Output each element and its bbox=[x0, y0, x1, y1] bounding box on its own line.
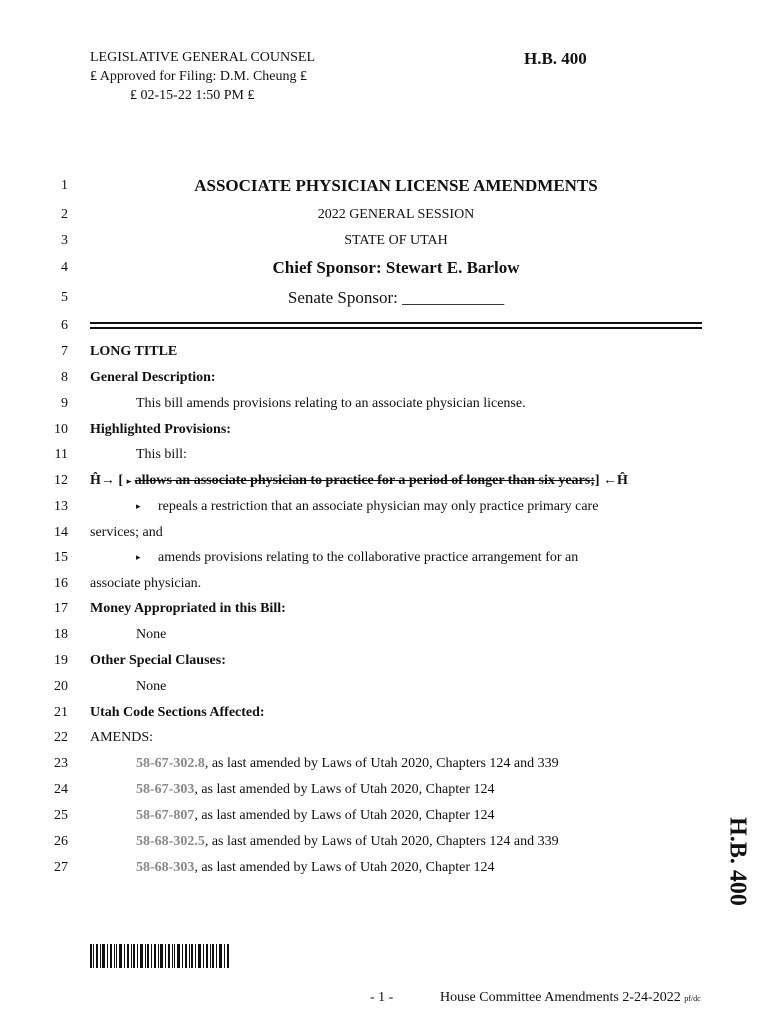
code-section-history: , as last amended by Laws of Utah 2020, Chapters 124 and 339 bbox=[204, 756, 559, 771]
line-number: 1 bbox=[61, 178, 68, 193]
approved-for-filing: ₤ Approved for Filing: D.M. Cheung ₤ bbox=[90, 69, 307, 84]
double-rule-top bbox=[90, 322, 702, 324]
highlighted-provisions-heading: Highlighted Provisions: bbox=[90, 422, 231, 437]
description-text: This bill amends provisions relating to an associate physician license. bbox=[136, 396, 526, 411]
filing-datetime: ₤ 02-15-22 1:50 PM ₤ bbox=[130, 88, 255, 103]
general-description-heading: General Description: bbox=[90, 370, 216, 385]
line-number: 15 bbox=[54, 550, 68, 565]
bullet-icon: ▸ bbox=[136, 552, 141, 563]
line-number: 24 bbox=[54, 782, 68, 797]
double-rule-bottom bbox=[90, 327, 702, 329]
chief-sponsor: Chief Sponsor: Stewart E. Barlow bbox=[272, 258, 520, 277]
side-bill-number: H.B. 400 bbox=[724, 817, 751, 906]
line-number: 26 bbox=[54, 834, 68, 849]
code-section-entry bbox=[90, 782, 702, 798]
amendment-close-marker: ] ←Ĥ bbox=[594, 473, 628, 488]
code-section-history: , as last amended by Laws of Utah 2020, Chapter 124 bbox=[194, 782, 495, 797]
provision-item bbox=[90, 550, 702, 566]
long-title-heading: LONG TITLE bbox=[90, 344, 178, 359]
code-section-link[interactable]: 58-67-302.8 bbox=[136, 756, 205, 771]
code-section-history: , as last amended by Laws of Utah 2020, Chapter 124 bbox=[194, 860, 495, 875]
bullet-icon: ▸ bbox=[136, 501, 141, 512]
amends-label: AMENDS: bbox=[90, 730, 154, 745]
line-number: 17 bbox=[54, 601, 68, 616]
line-number: 8 bbox=[61, 370, 68, 385]
line-number: 22 bbox=[54, 730, 68, 745]
line-number: 12 bbox=[54, 473, 68, 488]
code-section-history: , as last amended by Laws of Utah 2020, Chapters 124 and 339 bbox=[204, 834, 559, 849]
line-number: 14 bbox=[54, 525, 68, 540]
line-number: 4 bbox=[61, 260, 68, 275]
line-number: 7 bbox=[61, 344, 68, 359]
other-none: None bbox=[136, 679, 167, 694]
counsel-label: LEGISLATIVE GENERAL COUNSEL bbox=[90, 50, 316, 65]
amendment-line bbox=[90, 473, 702, 489]
provision-continuation: services; and bbox=[90, 525, 163, 540]
line-number: 20 bbox=[54, 679, 68, 694]
code-section-history: , as last amended by Laws of Utah 2020, Chapter 124 bbox=[194, 808, 495, 823]
other-clauses-heading: Other Special Clauses: bbox=[90, 653, 226, 668]
provision-text: repeals a restriction that an associate physician may only practice primary care bbox=[158, 499, 599, 514]
code-section-link[interactable]: 58-67-303 bbox=[136, 782, 195, 797]
barcode-icon bbox=[90, 944, 230, 968]
header-block bbox=[90, 48, 315, 105]
line-number: 5 bbox=[61, 290, 68, 305]
code-section-link[interactable]: 58-68-302.5 bbox=[136, 834, 205, 849]
code-sections-heading: Utah Code Sections Affected: bbox=[90, 705, 265, 720]
line-number: 18 bbox=[54, 627, 68, 642]
struck-provision: allows an associate physician to practice for a period of longer than six years; bbox=[134, 473, 595, 488]
bill-number: H.B. 400 bbox=[524, 49, 587, 68]
line-number: 11 bbox=[54, 447, 68, 462]
amendment-bullet-icon: ▸ bbox=[126, 476, 132, 486]
code-section-link[interactable]: 58-68-303 bbox=[136, 860, 195, 875]
drafter-initials: pf/dc bbox=[684, 994, 701, 1003]
line-number: 2 bbox=[61, 207, 68, 222]
line-number: 13 bbox=[54, 499, 68, 514]
provision-text: amends provisions relating to the collaborative practice arrangement for an bbox=[158, 550, 579, 565]
page-number: - 1 - bbox=[370, 990, 394, 1005]
this-bill-text: This bill: bbox=[136, 447, 187, 462]
line-number: 27 bbox=[54, 860, 68, 875]
code-section-entry bbox=[90, 834, 702, 850]
line-number: 19 bbox=[54, 653, 68, 668]
code-section-entry bbox=[90, 808, 702, 824]
code-section-entry bbox=[90, 756, 702, 772]
line-number: 21 bbox=[54, 705, 68, 720]
line-number: 25 bbox=[54, 808, 68, 823]
amendment-open-marker: Ĥ→ [ bbox=[90, 473, 124, 488]
money-appropriated-heading: Money Appropriated in this Bill: bbox=[90, 601, 286, 616]
amendment-footer bbox=[440, 990, 701, 1006]
bill-title: ASSOCIATE PHYSICIAN LICENSE AMENDMENTS bbox=[194, 176, 598, 195]
line-number: 6 bbox=[61, 318, 68, 333]
code-section-link[interactable]: 58-67-807 bbox=[136, 808, 195, 823]
side-bill-label bbox=[718, 812, 758, 922]
line-number: 3 bbox=[61, 233, 68, 248]
line-number: 9 bbox=[61, 396, 68, 411]
amendment-note: House Committee Amendments 2-24-2022 bbox=[440, 990, 681, 1005]
session-label: 2022 GENERAL SESSION bbox=[317, 207, 475, 222]
money-none: None bbox=[136, 627, 167, 642]
state-label: STATE OF UTAH bbox=[344, 233, 448, 248]
line-number: 23 bbox=[54, 756, 68, 771]
provision-item bbox=[90, 499, 702, 515]
senate-sponsor: Senate Sponsor: ____________ bbox=[287, 288, 505, 307]
line-number: 16 bbox=[54, 576, 68, 591]
provision-continuation: associate physician. bbox=[90, 576, 202, 591]
code-section-entry bbox=[90, 860, 702, 876]
line-number: 10 bbox=[54, 422, 68, 437]
